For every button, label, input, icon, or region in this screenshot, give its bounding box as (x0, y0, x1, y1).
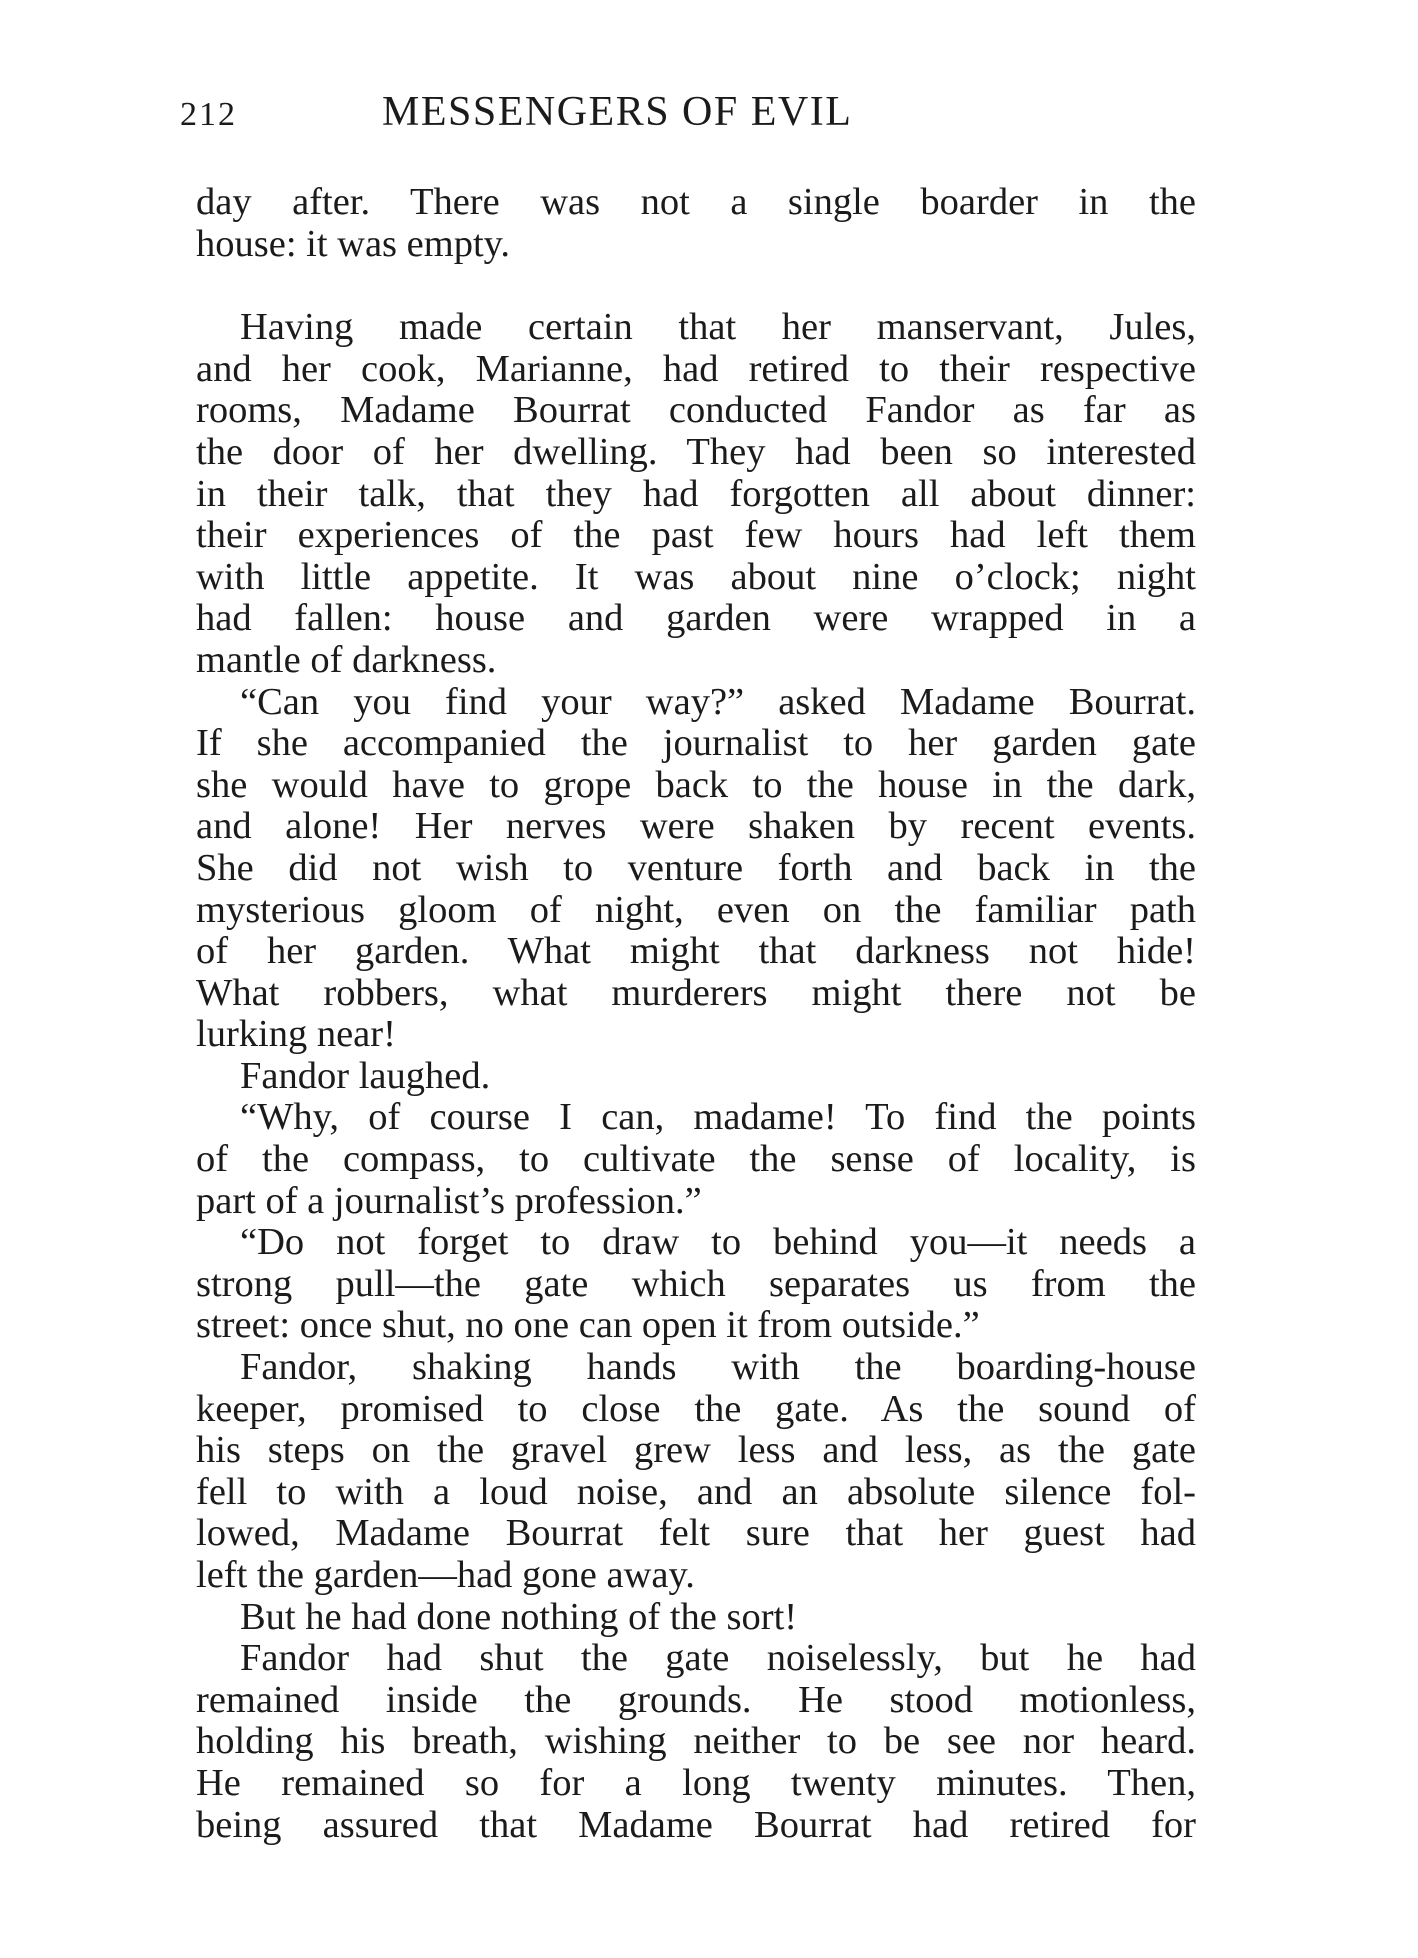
text-line: keeper, promised to close the gate. As the sound of (196, 1387, 1196, 1430)
text-line: day after. There was not a single boarder in the (196, 181, 1196, 223)
text-line: and her cook, Marianne, had retired to their respective (196, 347, 1196, 390)
text-line: had fallen: house and garden were wrapped in a (196, 597, 1196, 640)
text-line: But he had done nothing of the sort! (240, 1595, 798, 1638)
text-line: “Do not forget to draw to behind you—it needs a (240, 1221, 1196, 1264)
text-line: If she accompanied the journalist to her garden gate (196, 722, 1196, 765)
text-line: He remained so for a long twenty minutes. Then, (196, 1761, 1196, 1804)
text-line: and alone! Her nerves were shaken by recent events. (196, 805, 1196, 848)
text-line: rooms, Madame Bourrat conducted Fandor as far as (196, 389, 1196, 432)
text-line: lurking near! (196, 1013, 396, 1056)
text-line: being assured that Madame Bourrat had retired for (196, 1803, 1196, 1846)
text-line: street: once shut, no one can open it from outside.” (196, 1304, 980, 1347)
running-title: MESSENGERS OF EVIL (382, 89, 853, 135)
text-line: mantle of darkness. (196, 638, 497, 681)
text-line: his steps on the gravel grew less and less, as the gate (196, 1429, 1196, 1472)
text-line: part of a journalist’s profession.” (196, 1179, 702, 1222)
text-line: their experiences of the past few hours had left them (196, 514, 1196, 557)
text-line: remained inside the grounds. He stood motionless, (196, 1678, 1196, 1721)
text-line: left the garden—had gone away. (196, 1554, 695, 1596)
text-line: with little appetite. It was about nine o’clock; night (196, 555, 1196, 598)
text-line: lowed, Madame Bourrat felt sure that her guest had (196, 1512, 1196, 1555)
text-line: Fandor laughed. (240, 1054, 491, 1097)
text-line: Fandor, shaking hands with the boarding-house (240, 1346, 1196, 1389)
text-line: mysterious gloom of night, even on the familiar path (196, 888, 1196, 931)
text-line: She did not wish to venture forth and back in the (196, 846, 1196, 889)
page-number: 212 (180, 96, 237, 133)
text-line: Fandor had shut the gate noiselessly, but he had (240, 1637, 1196, 1680)
text-line: Having made certain that her manservant, Jules, (240, 306, 1196, 349)
text-line: “Why, of course I can, madame! To find the points (240, 1096, 1196, 1139)
text-line: holding his breath, wishing neither to be see nor heard. (196, 1720, 1196, 1763)
text-line: house: it was empty. (196, 222, 511, 265)
paragraph-gap (196, 265, 1196, 307)
text-line: “Can you find your way?” asked Madame Bourrat. (240, 680, 1196, 723)
text-line: the door of her dwelling. They had been so interested (196, 430, 1196, 473)
text-line: of the compass, to cultivate the sense of locality, is (196, 1138, 1196, 1181)
text-line: fell to with a loud noise, and an absolute silence fol- (196, 1470, 1196, 1513)
text-line: she would have to grope back to the house in the dark, (196, 763, 1196, 806)
body-text (196, 182, 1196, 1846)
text-line: of her garden. What might that darkness not hide! (196, 930, 1196, 973)
page-header (180, 88, 1210, 148)
text-line: strong pull—the gate which separates us from the (196, 1262, 1196, 1305)
text-line: in their talk, that they had forgotten all about dinner: (196, 472, 1196, 515)
text-line: What robbers, what murderers might there not be (196, 971, 1196, 1014)
